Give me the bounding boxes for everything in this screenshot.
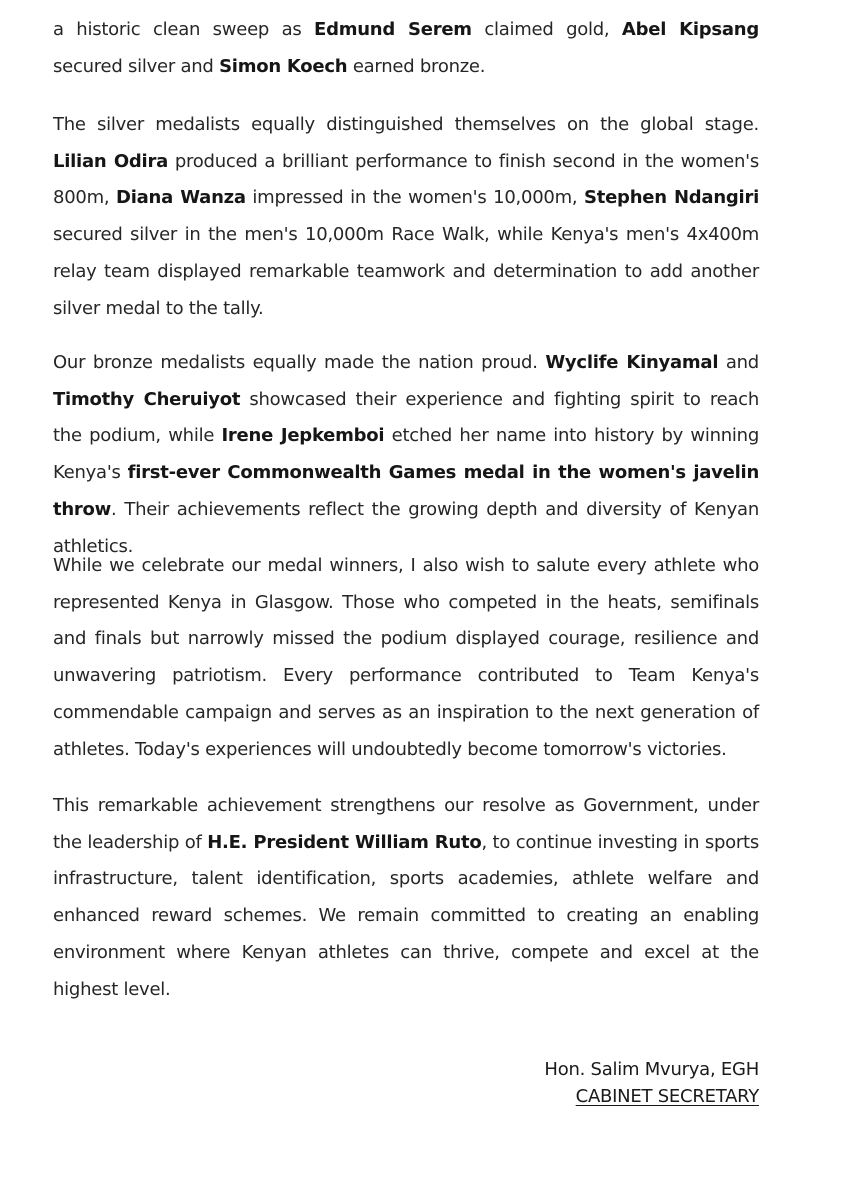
- paragraph-all-athletes: [53, 548, 759, 768]
- bold-text-run: Irene Jepkemboi: [221, 425, 385, 447]
- signatory-title: CABINET SECRETARY: [575, 1086, 759, 1107]
- text-run: secured silver in the men's 10,000m Race Walk, while Kenya's men's 4x400m relay team displayed remarkable teamwork and determination to add another silver medal to the tally.: [53, 224, 759, 319]
- bold-text-run: first-ever Commonwealth Games medal in the women's javelin throw: [53, 462, 760, 520]
- text-run: The silver medalists equally distinguished themselves on the global stage.: [53, 114, 759, 135]
- text-run: claimed gold,: [471, 19, 622, 40]
- text-run: and: [718, 352, 759, 373]
- text-run: While we celebrate our medal winners, I also wish to salute every athlete who represented Kenya in Glasgow. Those who competed in the heats, semifinals and finals but narrowly missed the podium displayed courage, resilience and unwavering patriotism. Every performance contributed to Team Kenya's commendable campaign and serves as an inspiration to the next generation of athletes. Today's experiences will undoubtedly become tomorrow's victories.: [53, 555, 759, 760]
- text-run: etched her name into history by winning Kenya's: [53, 425, 760, 484]
- text-run: a historic clean sweep as: [53, 19, 315, 40]
- text-run: produced a brilliant performance to finish second in the women's 800m,: [53, 150, 759, 209]
- bold-text-run: Timothy Cheruiyot: [53, 388, 241, 410]
- bold-text-run: Wyclife Kinyamal: [545, 352, 719, 373]
- bold-text-run: Abel Kipsang: [621, 19, 759, 40]
- text-run: secured silver and: [53, 55, 220, 77]
- bold-text-run: H.E. President William Ruto: [207, 831, 482, 853]
- text-run: This remarkable achievement strengthens our resolve as Government, under the leadership of: [53, 795, 759, 853]
- document-page: [53, 0, 759, 1200]
- signature-block: [544, 1056, 759, 1110]
- paragraph-government-commitment: [53, 788, 759, 1008]
- text-run: Our bronze medalists equally made the nation proud.: [53, 352, 546, 373]
- text-run: , to continue investing in sports infrastructure, talent identification, sports academies, athlete welfare and enhanced reward schemes. We remain committed to creating an enabling environment where Kenyan athletes can thrive, compete and excel at the highest level.: [53, 831, 759, 1000]
- bold-text-run: Diana Wanza: [116, 187, 246, 209]
- text-run: earned bronze.: [347, 55, 486, 77]
- bold-text-run: Lilian Odira: [53, 150, 168, 172]
- paragraph-gold-medalists: [53, 12, 759, 85]
- text-run: showcased their experience and fighting spirit to reach the podium, while: [53, 388, 759, 447]
- bold-text-run: Stephen Ndangiri: [584, 187, 759, 209]
- paragraph-silver-medalists: [53, 107, 759, 327]
- bold-text-run: Edmund Serem: [314, 19, 472, 40]
- text-run: . Their achievements reflect the growing depth and diversity of Kenyan athletics.: [53, 498, 759, 557]
- bold-text-run: Simon Koech: [219, 55, 348, 77]
- signatory-name: Hon. Salim Mvurya, EGH: [544, 1059, 759, 1080]
- text-run: impressed in the women's 10,000m,: [245, 187, 585, 209]
- paragraph-bronze-medalists: [53, 345, 759, 565]
